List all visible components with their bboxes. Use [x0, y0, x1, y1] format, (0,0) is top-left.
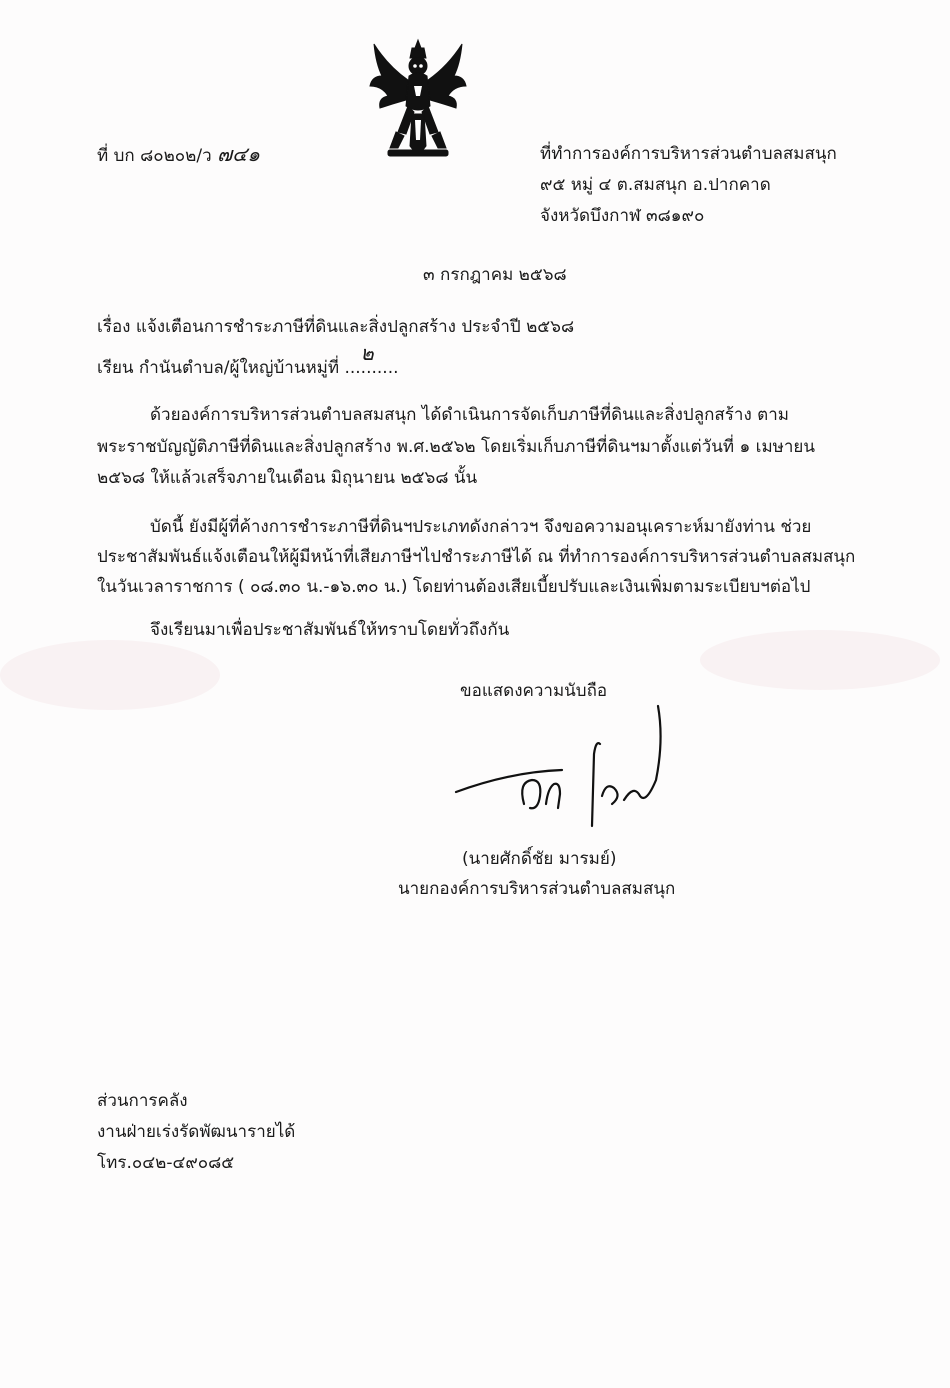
body-paragraph2-line3: ในวันเวลาราชการ ( ๐๘.๓๐ น.-๑๖.๓๐ น.) โดยท่านต้องเสียเบี้ยปรับและเงินเพิ่มตามระเบียบฯต่อไป [97, 577, 811, 597]
office-name: ที่ทำการองค์การบริหารส่วนตำบลสมสนุก [540, 144, 837, 164]
body-paragraph1-line2: พระราชบัญญัติภาษีที่ดินและสิ่งปลูกสร้าง พ.ศ.๒๕๖๒ โดยเริ่มเก็บภาษีที่ดินฯมาตั้งแต่วันที่ ๑ เมษายน [97, 437, 815, 457]
letter-recipient [97, 341, 399, 379]
garuda-emblem-icon [368, 36, 468, 164]
reference-handwritten-number: ๗๔๑ [217, 142, 260, 166]
body-paragraph1-line3: ๒๕๖๘ ให้แล้วเสร็จภายในเดือน มิถุนายน ๒๕๖๘ นั้น [97, 468, 478, 488]
reference-number [97, 143, 260, 167]
footer-section: งานฝ่ายเร่งรัดพัฒนารายได้ [97, 1122, 296, 1142]
closing-salutation: ขอแสดงความนับถือ [460, 681, 608, 701]
footer-department: ส่วนการคลัง [97, 1091, 188, 1111]
recipient-text: เรียน กำนันตำบล/ผู้ใหญ่บ้านหมู่ที่ [97, 358, 340, 378]
reference-prefix: ที่ บก ๘๐๒๐๒/ว [97, 146, 212, 166]
paper-smudge [0, 640, 220, 710]
signer-name: (นายศักดิ์ชัย มารมย์) [462, 849, 617, 869]
signer-title: นายกองค์การบริหารส่วนตำบลสมสนุก [398, 879, 676, 899]
body-paragraph1-line1: ด้วยองค์การบริหารส่วนตำบลสมสนุก ได้ดำเนินการจัดเก็บภาษีที่ดินและสิ่งปลูกสร้าง ตาม [150, 405, 789, 425]
body-paragraph2-line2: ประชาสัมพันธ์แจ้งเตือนให้ผู้มีหน้าที่เสียภาษีฯไปชำระภาษีได้ ณ ที่ทำการองค์การบริหารส่วนตำบลสมสนุก [97, 547, 856, 567]
body-paragraph2-line1: บัดนี้ ยังมีผู้ที่ค้างการชำระภาษีที่ดินฯประเภทดังกล่าวฯ จึงขอความอนุเคราะห์มายังท่าน ช่วย [150, 517, 812, 537]
recipient-handwritten-number: ๒ [360, 341, 374, 365]
letter-date: ๓ กรกฎาคม ๒๕๖๘ [423, 265, 567, 285]
handwritten-signature [450, 700, 670, 830]
office-address-line2: จังหวัดบึงกาฬ ๓๘๑๙๐ [540, 206, 705, 226]
letter-subject: เรื่อง แจ้งเตือนการชำระภาษีที่ดินและสิ่งปลูกสร้าง ประจำปี ๒๕๖๘ [97, 317, 575, 337]
recipient-dots: .......... ๒ [344, 341, 399, 378]
footer-phone: โทร.๐๔๒-๔๙๐๘๕ [97, 1153, 235, 1173]
body-paragraph3: จึงเรียนมาเพื่อประชาสัมพันธ์ให้ทราบโดยทั่วถึงกัน [150, 620, 510, 640]
office-address-line1: ๙๕ หมู่ ๔ ต.สมสนุก อ.ปากคาด [540, 175, 771, 195]
paper-smudge [700, 630, 940, 690]
